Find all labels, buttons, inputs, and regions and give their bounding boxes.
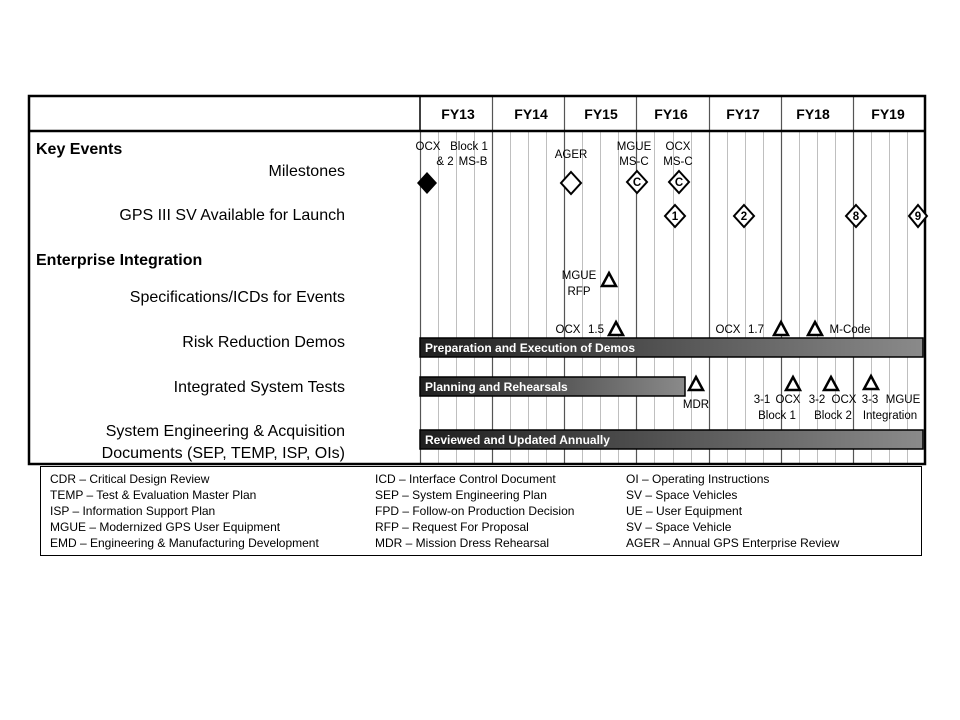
row-label-se-docs-line1: System Engineering & Acquisition [105,423,345,440]
ms-label-ocx-and-2: & 2 [436,156,454,168]
row-label-milestones: Milestones [268,163,345,180]
legend-item: OI – Operating Instructions [626,472,770,486]
spec-mgue-rfp-triangle [602,273,616,286]
row-label-specs: Specifications/ICDs for Events [129,289,345,306]
test-label-3-2: 3-2 [808,394,826,406]
fy-label-fy18: FY18 [796,106,830,122]
fy-label-fy14: FY14 [514,106,548,122]
fy-label-fy17: FY17 [726,106,760,122]
row-label-se-docs-line2: Documents (SEP, TEMP, ISP, OIs) [101,445,345,462]
ms-label-ocx-ms-c: MS-C [663,156,693,168]
ms-label-ocx-c: OCX [665,141,691,153]
legend-item: RFP – Request For Proposal [375,520,529,534]
test-label-3-1: 3-1 [753,394,771,406]
test-label-block-1: Block 1 [758,410,796,422]
demo-ocx-1-7-triangle [774,322,788,335]
legend-item: UE – User Equipment [626,504,743,518]
legend-column-2 [375,471,574,551]
legend-item: TEMP – Test & Evaluation Master Plan [50,488,257,502]
quarter-gridlines [421,96,908,464]
bar-label-demos: Preparation and Execution of Demos [425,341,636,355]
test-label-3-3: 3-3 [861,394,879,406]
fy-label-fy13: FY13 [441,106,475,122]
demo-label-1-7: 1.7 [748,324,764,336]
test-label-integration: Integration [862,410,918,422]
test-label-3-1-ocx: OCX [775,394,801,406]
fy-label-fy16: FY16 [654,106,688,122]
demo-m-code-triangle [808,322,822,335]
legend-item: SV – Space Vehicle [626,520,732,534]
demo-ocx-1-5-triangle [609,322,623,335]
section-key-events: Key Events [36,141,123,158]
legend-column-3 [626,471,839,551]
legend-item: FPD – Follow-on Production Decision [375,504,575,518]
row-label-integrated-tests: Integrated System Tests [173,379,345,396]
launch-number-8: 8 [852,211,860,223]
test-label-block-2: Block 2 [814,410,852,422]
legend-item: SEP – System Engineering Plan [375,488,547,502]
bar-label-rehearsals: Planning and Rehearsals [425,380,568,394]
spec-label-mgue: MGUE [561,270,597,282]
row-label-risk-demos: Risk Reduction Demos [182,334,345,351]
legend-item: MGUE – Modernized GPS User Equipment [50,520,281,534]
test-label-mgue: MGUE [885,394,921,406]
legend-column-1 [50,471,319,551]
legend-item: EMD – Engineering & Manufacturing Development [50,536,319,550]
demo-label-m-code: M-Code [829,324,871,336]
section-enterprise-integration: Enterprise Integration [36,252,203,269]
test-label-mdr: MDR [682,399,710,411]
demo-label-1-5: 1.5 [588,324,604,336]
launch-number-2: 2 [740,211,748,223]
test-3-3-triangle [864,376,878,389]
test-label-3-2-ocx: OCX [831,394,857,406]
legend-item: CDR – Critical Design Review [50,472,210,486]
ms-label-mgue-ms-c: MS-C [619,156,649,168]
ms-label-ager: AGER [554,149,588,161]
legend-item: MDR – Mission Dress Rehearsal [375,536,550,550]
launch-number-9: 9 [914,211,922,223]
row-label-gps-sv: GPS III SV Available for Launch [119,207,345,224]
milestone-ocx-c-mark: C [674,177,684,189]
ms-label-block1: Block 1 [450,141,488,153]
spec-label-rfp: RFP [567,286,591,298]
ms-label-ms-b: MS-B [458,156,488,168]
acronym-legend [40,466,922,556]
fy-label-fy15: FY15 [584,106,618,122]
fy-label-fy19: FY19 [871,106,905,122]
launch-number-1: 1 [671,211,679,223]
test-3-1-triangle [786,377,800,390]
legend-item: SV – Space Vehicles [626,488,738,502]
legend-item: AGER – Annual GPS Enterprise Review [626,536,840,550]
legend-item: ISP – Information Support Plan [50,504,216,518]
legend-item: ICD – Interface Control Document [375,472,556,486]
demo-label-ocx-17: OCX [715,324,741,336]
bar-label-reviewed: Reviewed and Updated Annually [425,433,610,447]
ms-label-ocx: OCX [415,141,441,153]
milestone-mgue-c-mark: C [632,177,642,189]
demo-label-ocx: OCX [555,324,581,336]
ms-label-mgue: MGUE [616,141,652,153]
